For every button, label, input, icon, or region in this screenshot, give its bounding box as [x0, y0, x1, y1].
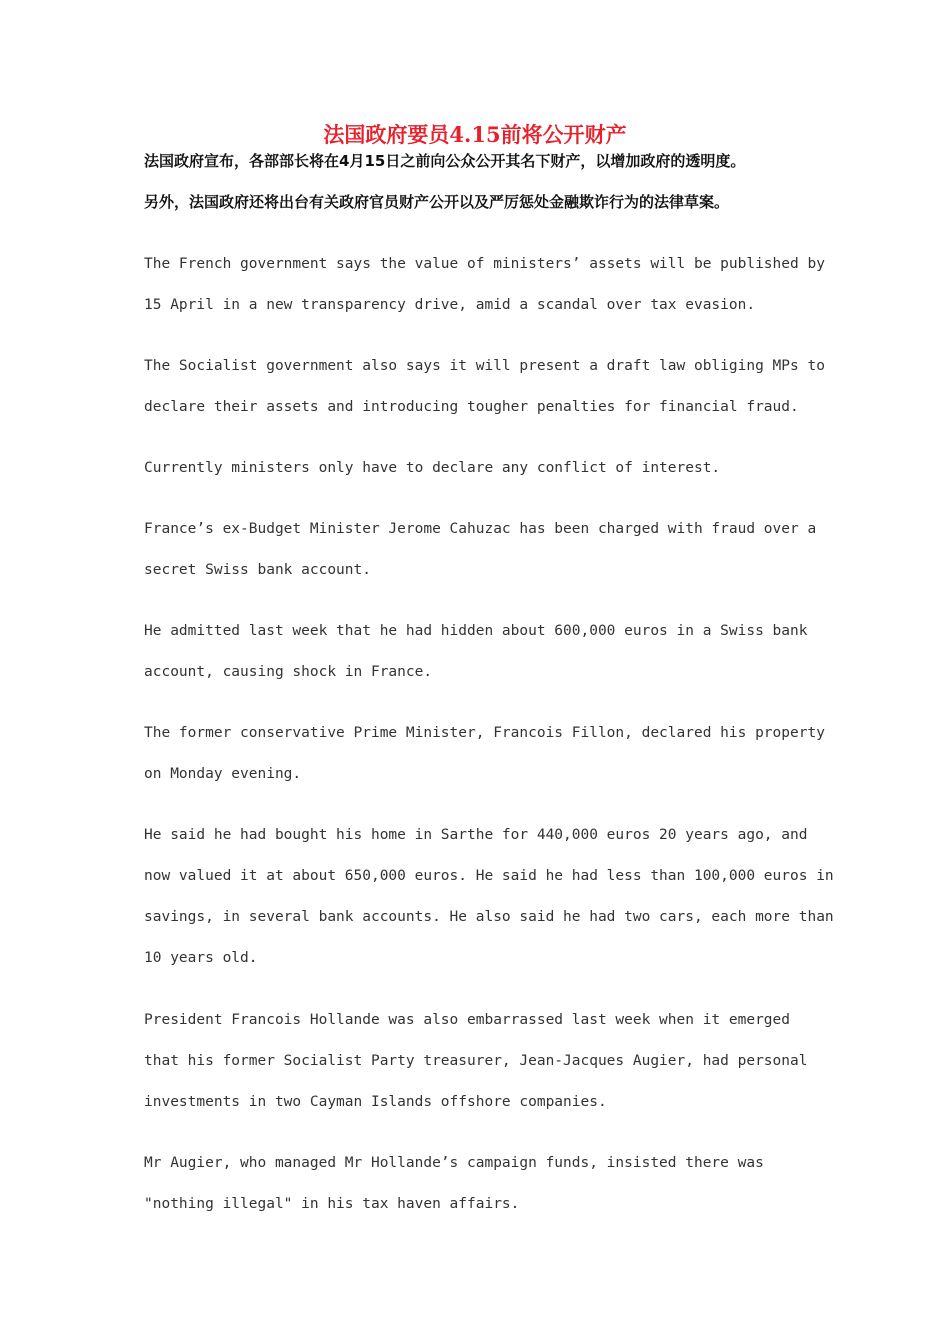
paragraph-line: He said he had bought his home in Sarthe for 440,000 euros 20 years ago, and — [144, 827, 808, 843]
paragraph-line: on Monday evening. — [144, 766, 302, 782]
paragraph-line: Mr Augier, who managed Mr Hollande’s campaign funds, insisted there was — [144, 1155, 764, 1171]
chinese-summary-line-2: 另外，法国政府还将出台有关政府官员财产公开以及严厉惩处金融欺诈行为的法律草案。 — [144, 193, 730, 211]
chinese-summary-line-1: 法国政府宣布，各部部长将在4月15日之前向公众公开其名下财产，以增加政府的透明度。 — [144, 152, 746, 170]
paragraph-1 — [144, 244, 824, 326]
paragraph-4 — [144, 509, 824, 591]
paragraph-line: France’s ex-Budget Minister Jerome Cahuzac has been charged with fraud over a — [144, 521, 817, 537]
paragraph-line: President Francois Hollande was also embarrassed last week when it emerged — [144, 1012, 791, 1028]
document-title: 法国政府要员4.15前将公开财产 — [323, 122, 627, 147]
paragraph-line: now valued it at about 650,000 euros. He said he had less than 100,000 euros in — [144, 868, 834, 884]
paragraph-line: The French government says the value of ministers’ assets will be published by — [144, 256, 825, 272]
paragraph-line: savings, in several bank accounts. He also said he had two cars, each more than — [144, 909, 834, 925]
paragraph-line: The former conservative Prime Minister, Francois Fillon, declared his property — [144, 725, 825, 741]
paragraph-line: declare their assets and introducing tougher penalties for financial fraud. — [144, 399, 799, 415]
paragraph-5 — [144, 611, 824, 693]
paragraph-8 — [144, 1000, 824, 1123]
paragraph-line: 10 years old. — [144, 950, 258, 966]
paragraph-2 — [144, 346, 824, 428]
paragraph-line: "nothing illegal" in his tax haven affairs. — [144, 1196, 520, 1212]
paragraph-line: that his former Socialist Party treasurer, Jean-Jacques Augier, had personal — [144, 1053, 808, 1069]
paragraph-line: The Socialist government also says it will present a draft law obliging MPs to — [144, 358, 825, 374]
paragraph-line: investments in two Cayman Islands offshore companies. — [144, 1094, 607, 1110]
paragraph-line: secret Swiss bank account. — [144, 562, 371, 578]
paragraph-9 — [144, 1143, 824, 1225]
paragraph-3 — [144, 448, 824, 489]
paragraph-line: Currently ministers only have to declare any conflict of interest. — [144, 460, 721, 476]
paragraph-line: He admitted last week that he had hidden about 600,000 euros in a Swiss bank — [144, 623, 808, 639]
paragraph-7 — [144, 815, 834, 979]
paragraph-6 — [144, 713, 824, 795]
paragraph-line: account, causing shock in France. — [144, 664, 433, 680]
paragraph-line: 15 April in a new transparency drive, amid a scandal over tax evasion. — [144, 297, 756, 313]
